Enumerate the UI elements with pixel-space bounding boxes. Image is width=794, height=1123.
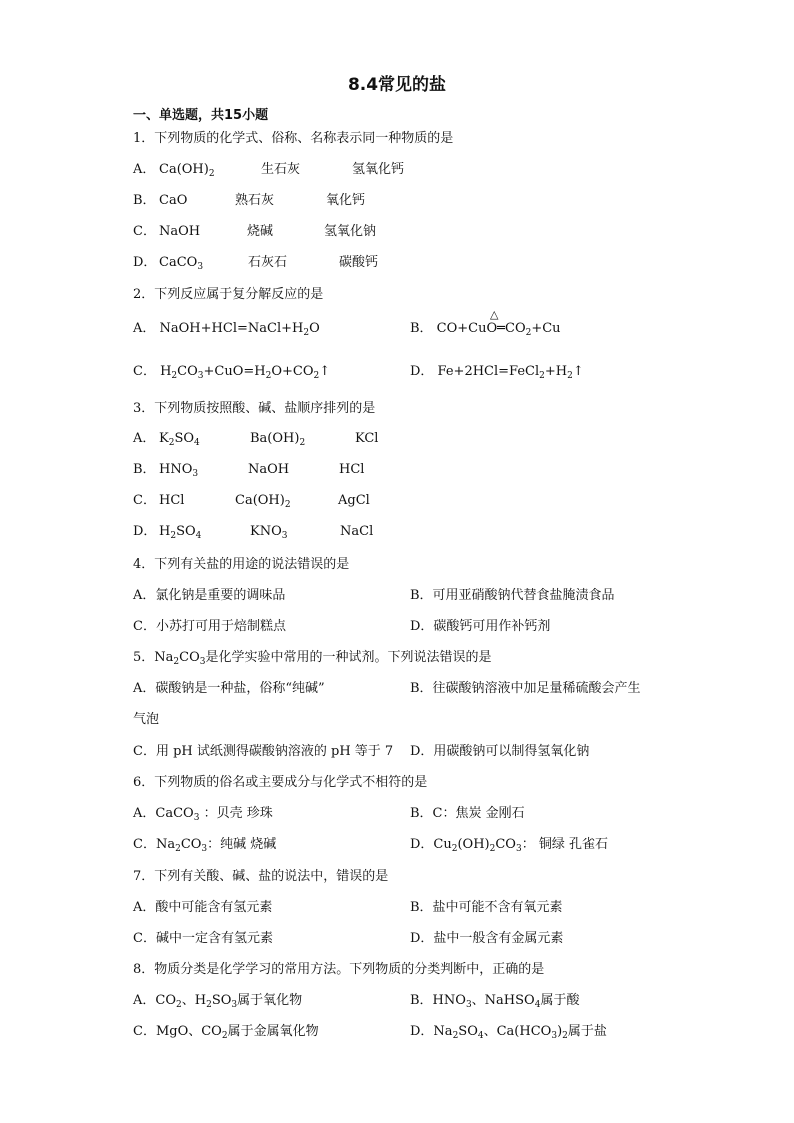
q3-option-c-acid: HCl <box>159 493 185 508</box>
q8-option-c[interactable]: C．MgO、$CO_2$属于金属氧化物 <box>133 1024 319 1041</box>
q6-option-a[interactable]: A．CaCO$_3$ ：贝壳 珍珠 <box>133 806 273 823</box>
q3-option-d-label[interactable]: D． <box>133 524 157 539</box>
q6-stem: 6．下列物质的俗名或主要成分与化学式不相符的是 <box>133 775 428 790</box>
q1-option-a-common: 生石灰 <box>261 162 301 177</box>
q4-option-c[interactable]: C．小苏打可用于焙制糕点 <box>133 619 286 634</box>
q1-option-c-common: 烧碱 <box>247 224 274 239</box>
q1-option-d-common: 石灰石 <box>248 255 288 270</box>
q1-option-c-name: 氢氧化钠 <box>324 224 377 239</box>
q7-option-c[interactable]: C．碱中一定含有氢元素 <box>133 931 273 946</box>
q1-option-b-formula: CaO <box>159 193 188 208</box>
q3-option-b-salt: HCl <box>339 462 365 477</box>
q3-option-d-salt: NaCl <box>340 524 374 539</box>
q3-option-d-base: $KNO_3$ <box>250 524 288 541</box>
q5-option-b[interactable]: B．往碳酸钠溶液中加足量稀硫酸会产生 <box>410 681 641 696</box>
q1-option-d-label[interactable]: D． <box>133 255 157 270</box>
q5-option-a[interactable]: A．碳酸钠是一种盐，俗称“纯碱” <box>133 681 325 696</box>
q4-option-b[interactable]: B．可用亚硝酸钠代替食盐腌渍食品 <box>410 588 615 603</box>
q2-option-c[interactable]: C． $H_2CO_3+CuO=H_2O+CO_2↑$ <box>133 364 331 381</box>
q4-option-d[interactable]: D．碳酸钙可用作补钙剂 <box>410 619 551 634</box>
q5-option-d[interactable]: D．用碳酸钠可以制得氢氧化钠 <box>410 744 590 759</box>
q8-option-b[interactable]: B．$HNO_3$、NaHSO$_4$属于酸 <box>410 993 580 1010</box>
q1-option-c-formula: NaOH <box>159 224 201 239</box>
q5-stem: 5．$Na_2CO_3$是化学实验中常用的一种试剂。下列说法错误的是 <box>133 650 492 667</box>
q8-stem: 8．物质分类是化学学习的常用方法。下列物质的分类判断中，正确的是 <box>133 962 545 977</box>
q3-option-a-acid: $K_2SO_4$ <box>159 431 200 448</box>
q3-option-c-base: $Ca(OH)_2$ <box>235 493 291 510</box>
q2-stem: 2．下列反应属于复分解反应的是 <box>133 287 324 302</box>
q6-option-c[interactable]: C．$Na_2CO_3$：纯碱 烧碱 <box>133 837 277 854</box>
q3-option-c-salt: AgCl <box>338 493 370 508</box>
q1-option-a-label[interactable]: A． <box>133 162 156 177</box>
section-heading: 一、单选题，共15小题 <box>133 108 269 123</box>
q3-option-b-base: NaOH <box>248 462 290 477</box>
q3-stem: 3．下列物质按照酸、碱、盐顺序排列的是 <box>133 401 376 416</box>
q5-option-b-continued: 气泡 <box>133 712 160 727</box>
q7-stem: 7．下列有关酸、碱、盐的说法中，错误的是 <box>133 869 389 884</box>
q8-option-a[interactable]: A．$CO_2$、$H_2SO_3$属于氧化物 <box>133 993 303 1010</box>
q7-option-d[interactable]: D．盐中一般含有金属元素 <box>410 931 564 946</box>
q7-option-b[interactable]: B．盐中可能不含有氧元素 <box>410 900 563 915</box>
q4-stem: 4．下列有关盐的用途的说法错误的是 <box>133 557 350 572</box>
q3-option-b-label[interactable]: B． <box>133 462 156 477</box>
q1-option-a-name: 氢氧化钙 <box>352 162 405 177</box>
q1-option-d-name: 碳酸钙 <box>339 255 379 270</box>
q8-option-d[interactable]: D．$Na_2SO_4$、$Ca(HCO_3)_2$属于盐 <box>410 1024 607 1041</box>
q3-option-d-acid: $H_2SO_4$ <box>159 524 202 541</box>
q6-option-b[interactable]: B．C：焦炭 金刚石 <box>410 806 525 821</box>
q5-option-c[interactable]: C．用 pH 试纸测得碳酸钠溶液的 pH 等于 7 <box>133 744 394 759</box>
q2-option-b[interactable]: B． $CO+CuO═CO_2+Cu$ <box>410 321 561 338</box>
q3-option-a-salt: KCl <box>355 431 379 446</box>
q2-option-a[interactable]: A． $NaOH+HCl=NaCl+H_2O$ <box>133 321 320 338</box>
q3-option-a-label[interactable]: A． <box>133 431 156 446</box>
q1-option-b-name: 氧化钙 <box>326 193 366 208</box>
q6-option-d[interactable]: D．$Cu_2(OH)_2CO_3$： 铜绿 孔雀石 <box>410 837 608 854</box>
q7-option-a[interactable]: A．酸中可能含有氢元素 <box>133 900 273 915</box>
q1-option-a-formula: $Ca(OH)_2$ <box>159 162 215 179</box>
q2-option-d[interactable]: D． $Fe+2HCl=FeCl_2+H_2↑$ <box>410 364 584 381</box>
page-title: 8.4常见的盐 <box>347 75 447 95</box>
q1-option-b-label[interactable]: B． <box>133 193 156 208</box>
q1-option-c-label[interactable]: C． <box>133 224 156 239</box>
heat-symbol: △ <box>490 308 499 321</box>
q1-option-b-common: 熟石灰 <box>235 193 275 208</box>
q1-stem: 1．下列物质的化学式、俗称、名称表示同一种物质的是 <box>133 131 454 146</box>
q3-option-b-acid: $HNO_3$ <box>159 462 199 479</box>
q1-option-d-formula: CaCO$_3$ <box>159 255 204 272</box>
q3-option-c-label[interactable]: C． <box>133 493 156 508</box>
q4-option-a[interactable]: A．氯化钠是重要的调味品 <box>133 588 286 603</box>
q3-option-a-base: $Ba(OH)_2$ <box>250 431 306 448</box>
